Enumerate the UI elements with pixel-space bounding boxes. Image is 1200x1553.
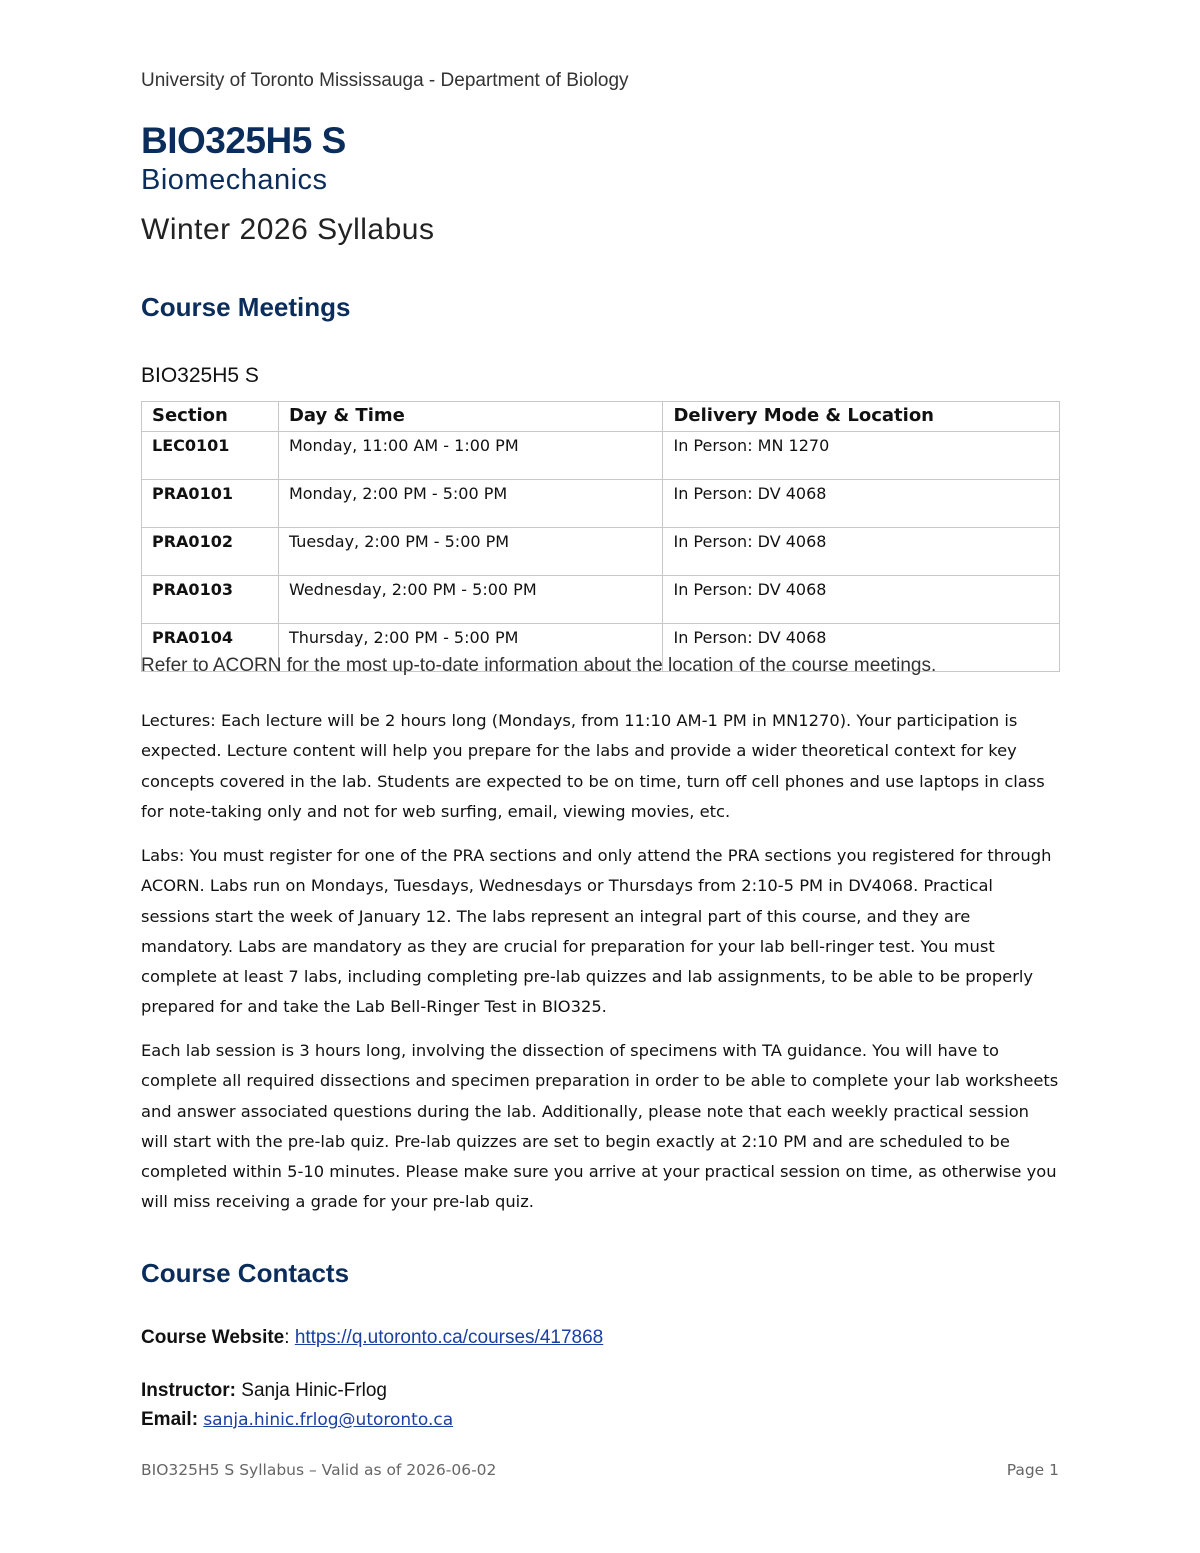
day-time-cell: Monday, 2:00 PM - 5:00 PM xyxy=(278,480,663,528)
location-cell: In Person: MN 1270 xyxy=(663,432,1060,480)
institution-header: University of Toronto Mississauga - Department of Biology xyxy=(141,70,629,91)
lectures-paragraph: Lectures: Each lecture will be 2 hours long (Mondays, from 11:10 AM-1 PM in MN1270). Your participation is expected. Lecture content will help you prepare for the labs and provide a wider theoretical context for key concepts covered in the lab. Students are expected to be on time, turn off cell phones and use laptops in class for note-taking only and not for web surfing, email, viewing movies, etc. xyxy=(141,711,1045,821)
course-website-line xyxy=(141,1327,603,1349)
course-website-label: Course Website xyxy=(141,1327,285,1348)
lab-session-paragraph: Each lab session is 3 hours long, involving the dissection of specimens with TA guidance. You will have to complete all required dissections and specimen preparation in order to be able to complete your lab worksheets and answer associated questions during the lab. Additionally, please note that each weekly practical session will start with the pre-lab quiz. Pre-lab quizzes are set to begin exactly at 2:10 PM and are scheduled to be completed within 5-10 minutes. Please make sure you arrive at your practical session on time, as otherwise you will miss receiving a grade for your pre-lab quiz. xyxy=(141,1041,1059,1212)
location-cell: In Person: DV 4068 xyxy=(663,576,1060,624)
course-meetings-table xyxy=(141,401,1060,672)
day-time-cell: Monday, 11:00 AM - 1:00 PM xyxy=(278,432,663,480)
course-website-link[interactable]: https://q.utoronto.ca/courses/417868 xyxy=(294,1327,604,1348)
course-meetings-heading: Course Meetings xyxy=(141,292,351,322)
footer-validity: BIO325H5 S Syllabus – Valid as of 2026-06-02 xyxy=(141,1461,497,1479)
column-header-day-time: Day & Time xyxy=(278,402,663,432)
column-header-delivery-location: Delivery Mode & Location xyxy=(663,402,1060,432)
table-row xyxy=(142,480,1060,528)
footer-page-number: Page 1 xyxy=(1006,1461,1059,1479)
table-row xyxy=(142,528,1060,576)
table-header-row xyxy=(142,402,1060,432)
email-label: Email: xyxy=(141,1409,199,1430)
location-cell: In Person: DV 4068 xyxy=(663,528,1060,576)
location-cell: In Person: DV 4068 xyxy=(663,624,1060,672)
acorn-note: Refer to ACORN for the most up-to-date information about the location of the course meetings. xyxy=(141,655,937,676)
table-row xyxy=(142,576,1060,624)
section-cell: LEC0101 xyxy=(142,432,279,480)
course-code-title: BIO325H5 S xyxy=(141,120,346,161)
course-meetings-subheading: BIO325H5 S xyxy=(141,364,259,387)
column-header-section: Section xyxy=(142,402,279,432)
email-link[interactable]: sanja.hinic.frlog@utoronto.ca xyxy=(203,1410,454,1430)
section-cell: PRA0101 xyxy=(142,480,279,528)
instructor-line xyxy=(141,1380,387,1402)
syllabus-term-title: Winter 2026 Syllabus xyxy=(141,213,435,246)
day-time-cell: Wednesday, 2:00 PM - 5:00 PM xyxy=(278,576,663,624)
table-row xyxy=(142,432,1060,480)
instructor-label: Instructor: xyxy=(141,1380,236,1401)
instructor-name: Sanja Hinic-Frlog xyxy=(236,1380,387,1401)
email-line xyxy=(141,1409,453,1431)
day-time-cell: Thursday, 2:00 PM - 5:00 PM xyxy=(278,624,663,672)
course-website-separator: : xyxy=(284,1327,295,1348)
section-cell: PRA0102 xyxy=(142,528,279,576)
course-name-subtitle: Biomechanics xyxy=(141,164,328,196)
course-contacts-heading: Course Contacts xyxy=(141,1258,350,1288)
location-cell: In Person: DV 4068 xyxy=(663,480,1060,528)
section-cell: PRA0103 xyxy=(142,576,279,624)
section-cell: PRA0104 xyxy=(142,624,279,672)
day-time-cell: Tuesday, 2:00 PM - 5:00 PM xyxy=(278,528,663,576)
labs-paragraph: Labs: You must register for one of the PRA sections and only attend the PRA sections you registered for through ACORN. Labs run on Mondays, Tuesdays, Wednesdays or Thursdays from 2:10-5 PM in DV4068. Practical sessions start the week of January 12. The labs represent an integral part of this course, and they are mandatory. Labs are mandatory as they are crucial for preparation for your lab bell-ringer test. You must complete at least 7 labs, including completing pre-lab quizzes and lab assignments, to be able to be properly prepared for and take the Lab Bell-Ringer Test in BIO325. xyxy=(141,846,1052,1017)
